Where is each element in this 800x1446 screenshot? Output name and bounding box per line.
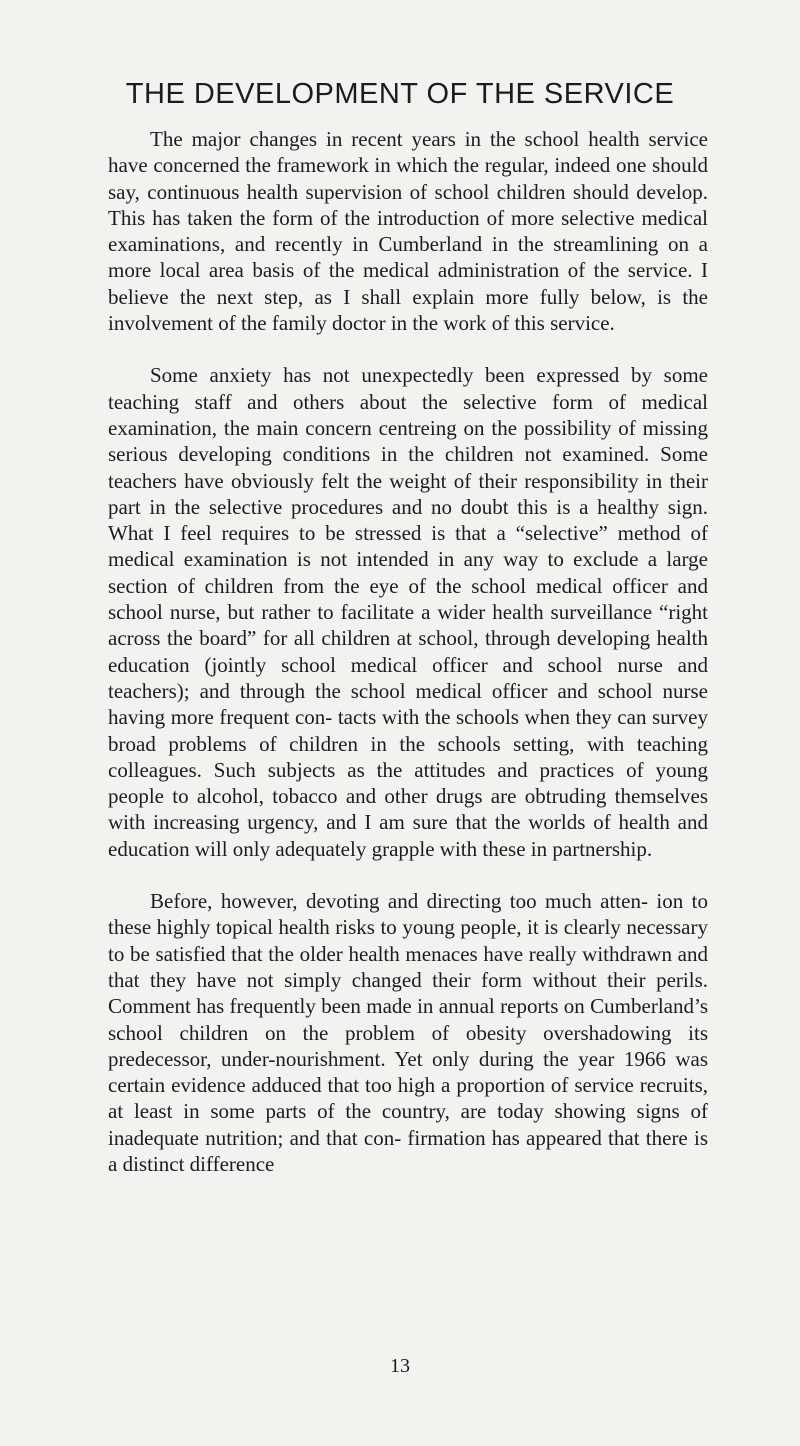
page-number: 13 <box>390 1355 410 1377</box>
paragraph-3: Before, however, devoting and directing too much atten- ion to these highly topical health risks to young people, it is clearly necessary to be satisfied that the older health menaces have really withdrawn and that they have not simply changed their form without their perils. Comment has frequently been made in annual reports on Cumberland’s school children on the problem of obesity overshadowing its predecessor, under-nourishment. Yet only during the year 1966 was certain evidence adduced that too high a proportion of service recruits, at least in some parts of the country, are today showing signs of inadequate nutrition; and that con- firmation has appeared that there is a distinct difference <box>108 889 708 1176</box>
paragraph-2: Some anxiety has not unexpectedly been expressed by some teaching staff and others about the selective form of medical examination, the main concern centreing on the possibility of missing serious developing conditions in the children not examined. Some teachers have obviously felt the weight of their responsibility in their part in the selective procedures and no doubt this is a healthy sign. What I feel requires to be stressed is that a “selective” method of medical examination is not intended in any way to exclude a large section of children from the eye of the school medical officer and school nurse, but rather to facilitate a wider health surveillance “right across the board” for all children at school, through developing health education (jointly school medical officer and school nurse and teachers); and through the school medical officer and school nurse having more frequent con- tacts with the schools when they can survey broad problems of children in the schools setting, with teaching colleagues. Such subjects as the attitudes and practices of young people to alcohol, tobacco and other drugs are obtruding themselves with increasing urgency, and I am sure that the worlds of health and education will only adequately grapple with these in partnership. <box>108 363 708 861</box>
paragraph-1: The major changes in recent years in the school health service have concerned the framework in which the regular, indeed one should say, continuous health supervision of school children should develop. This has taken the form of the introduction of more selective medical examinations, and recently in Cumberland in the streamlining on a more local area basis of the medical administration of the service. I believe the next step, as I shall explain more fully below, is the involvement of the family doctor in the work of this service. <box>108 127 708 336</box>
body-text <box>108 126 708 1203</box>
page-title: THE DEVELOPMENT OF THE SERVICE <box>125 78 675 110</box>
